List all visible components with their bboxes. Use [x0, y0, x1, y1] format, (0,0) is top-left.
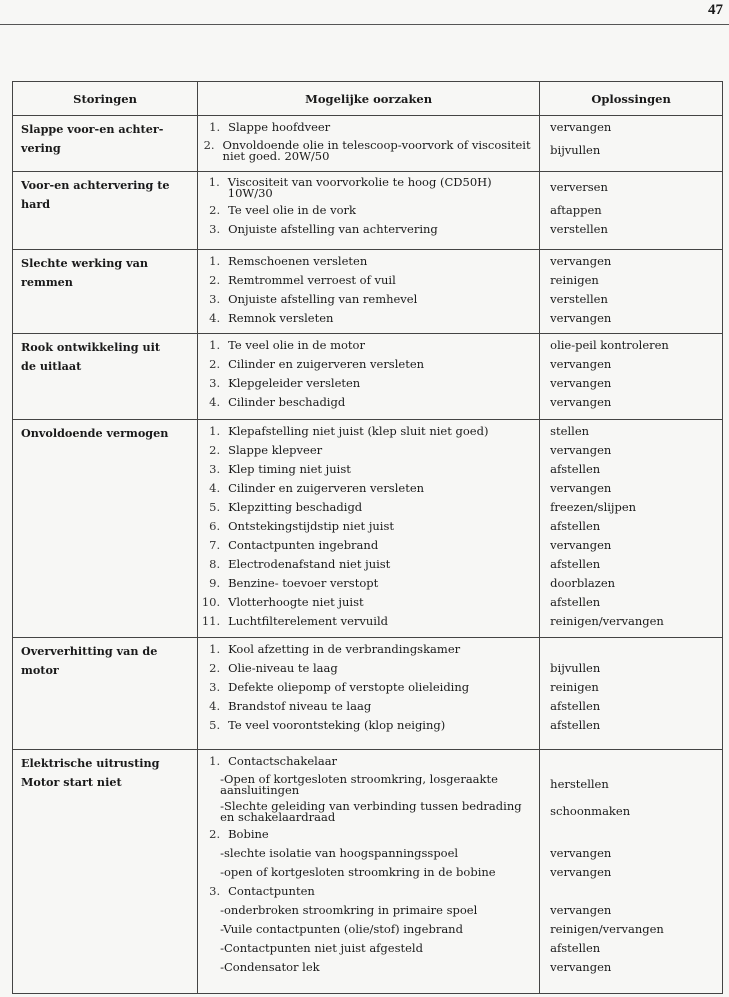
cause-text: Cilinder en zuigerveren versleten: [228, 357, 425, 371]
cause-item: [198, 555, 535, 574]
solution-text: verstellen: [550, 222, 608, 236]
cause-number: 11.: [201, 614, 221, 628]
cause-text: Defekte oliepomp of verstopte olieleiding: [228, 680, 470, 694]
solution-text: afstellen: [550, 699, 601, 713]
solution-cell: [540, 172, 723, 250]
solution-list: [540, 750, 722, 980]
solution-text: vervangen: [550, 481, 612, 495]
cause-number: 1.: [209, 424, 221, 438]
cause-text: Onvoldoende olie in telescoop-voorvork of viscositeit niet goed. 20W/50: [222, 138, 531, 163]
cause-item: [198, 290, 535, 309]
cause-item: [198, 798, 535, 825]
solution-text: freezen/slijpen: [550, 500, 637, 514]
header-solution: Oplossingen: [540, 82, 723, 116]
cause-number: 10.: [201, 595, 221, 609]
cause-item: [198, 336, 535, 355]
cause-text: -Contactpunten niet juist afgesteld: [220, 941, 423, 955]
solution-text: afstellen: [550, 519, 601, 533]
cause-item: [198, 517, 535, 536]
cause-text: Remschoenen versleten: [228, 254, 368, 268]
cause-number: 1.: [209, 754, 221, 768]
solution-text: verversen: [550, 180, 608, 194]
cause-number: 1.: [209, 338, 221, 352]
cause-cell: [198, 250, 540, 334]
cause-number: 4.: [209, 481, 221, 495]
cause-number: 9.: [209, 576, 221, 590]
cause-text: Kool afzetting in de verbrandingskamer: [228, 642, 461, 656]
cause-text: Luchtfilterelement vervuild: [228, 614, 388, 628]
symptom-text: hard: [21, 197, 51, 211]
solution-text: verstellen: [550, 292, 608, 306]
cause-text: Remtrommel verroest of vuil: [228, 273, 396, 287]
cause-item: [198, 939, 535, 958]
solution-text: bijvullen: [550, 661, 601, 675]
cause-item: [198, 752, 535, 771]
solution-list: [540, 250, 722, 331]
cause-text: Onjuiste afstelling van remhevel: [228, 292, 418, 306]
solution-text: [550, 882, 718, 901]
cause-item: [198, 659, 535, 678]
solution-text: vervangen: [550, 846, 612, 860]
solution-text: vervangen: [550, 395, 612, 409]
solution-text: reinigen: [550, 273, 599, 287]
cause-list: [198, 638, 539, 738]
solution-text: stellen: [550, 424, 590, 438]
cause-list: [198, 250, 539, 331]
solution-cell: [540, 334, 723, 420]
symptom-cell: [13, 638, 198, 750]
cause-text: Slappe hoofdveer: [228, 120, 331, 134]
symptom-text: Rook ontwikkeling uit: [21, 340, 161, 354]
cause-cell: [198, 750, 540, 994]
solution-text: vervangen: [550, 903, 612, 917]
cause-text: Klepafstelling niet juist (klep sluit niet goed): [228, 424, 489, 438]
solution-text: vervangen: [550, 865, 612, 879]
symptom-cell: [13, 172, 198, 250]
cause-text: Onjuiste afstelling van achtervering: [228, 222, 438, 236]
cause-number: 1.: [209, 642, 221, 656]
cause-text: Te veel voorontsteking (klop neiging): [228, 718, 446, 732]
cause-number: 4.: [209, 699, 221, 713]
cause-number: 1.: [208, 175, 220, 189]
troubleshooting-table: [12, 81, 723, 994]
cause-item: [198, 716, 535, 735]
solution-text: afstellen: [550, 557, 601, 571]
cause-item: [198, 920, 535, 939]
cause-text: Klepgeleider versleten: [228, 376, 361, 390]
cause-text: Viscositeit van voorvorkolie te hoog (CD50H) 10W/30: [227, 175, 492, 200]
cause-number: 2.: [209, 661, 221, 675]
cause-number: 6.: [209, 519, 221, 533]
solution-cell: [540, 420, 723, 638]
cause-text: Contactpunten ingebrand: [228, 538, 379, 552]
cause-list: [198, 172, 539, 242]
cause-number: 1.: [209, 254, 221, 268]
cause-item: [198, 901, 535, 920]
solution-text: reinigen/vervangen: [550, 614, 664, 628]
cause-text: Olie-niveau te laag: [228, 661, 338, 675]
cause-item: [198, 118, 535, 137]
table-row: [13, 750, 723, 994]
table-row: [13, 250, 723, 334]
cause-item: [198, 678, 535, 697]
cause-text: Slappe klepveer: [228, 443, 323, 457]
cause-item: [198, 174, 535, 201]
cause-text: Vlotterhoogte niet juist: [228, 595, 364, 609]
cause-text: Remnok versleten: [228, 311, 334, 325]
cause-item: [198, 271, 535, 290]
solution-cell: [540, 250, 723, 334]
symptom-cell: [13, 116, 198, 172]
solution-text: herstellen: [550, 777, 609, 791]
cause-list: [198, 116, 539, 167]
solution-text: afstellen: [550, 595, 601, 609]
cause-text: Klep timing niet juist: [228, 462, 351, 476]
cause-cell: [198, 172, 540, 250]
cause-item: [198, 498, 535, 517]
cause-text: Klepzitting beschadigd: [228, 500, 363, 514]
solution-cell: [540, 638, 723, 750]
cause-number: 5.: [209, 718, 221, 732]
cause-text: -slechte isolatie van hoogspanningsspoel: [220, 846, 459, 860]
cause-text: Ontstekingstijdstip niet juist: [228, 519, 394, 533]
cause-text: -Vuile contactpunten (olie/stof) ingebrand: [220, 922, 463, 936]
cause-item: [198, 422, 535, 441]
solution-cell: [540, 750, 723, 994]
solution-text: aftappen: [550, 203, 602, 217]
symptom-text: Voor-en achtervering te: [21, 178, 170, 192]
cause-text: Contactschakelaar: [228, 754, 338, 768]
cause-text: Te veel olie in de vork: [228, 203, 356, 217]
header-symptom: Storingen: [13, 82, 198, 116]
cause-cell: [198, 116, 540, 172]
cause-item: [198, 844, 535, 863]
solution-text: reinigen: [550, 680, 599, 694]
cause-number: 3.: [209, 292, 221, 306]
table-row: [13, 420, 723, 638]
cause-number: 2.: [209, 443, 221, 457]
cause-item: [198, 771, 535, 798]
solution-text: afstellen: [550, 718, 601, 732]
solution-list: [540, 420, 722, 634]
cause-item: [198, 479, 535, 498]
solution-list: [540, 116, 722, 167]
symptom-text: Slappe voor-en achter-: [21, 122, 164, 136]
solution-text: reinigen/vervangen: [550, 922, 664, 936]
cause-cell: [198, 638, 540, 750]
solution-text: schoonmaken: [550, 804, 631, 818]
solution-text: bijvullen: [550, 143, 601, 157]
cause-cell: [198, 334, 540, 420]
cause-text: Contactpunten: [228, 884, 315, 898]
symptom-text: remmen: [21, 275, 73, 289]
cause-text: Brandstof niveau te laag: [228, 699, 372, 713]
solution-list: [540, 172, 722, 242]
cause-item: [198, 460, 535, 479]
cause-item: [198, 137, 535, 164]
cause-list: [198, 334, 539, 415]
table-row: [13, 334, 723, 420]
table-header-row: [13, 82, 723, 116]
symptom-cell: [13, 420, 198, 638]
cause-number: 3.: [209, 680, 221, 694]
solution-cell: [540, 116, 723, 172]
cause-item: [198, 863, 535, 882]
solution-text: vervangen: [550, 376, 612, 390]
table-body: [13, 116, 723, 994]
cause-number: 2.: [203, 138, 215, 152]
cause-text: Cilinder beschadigd: [228, 395, 346, 409]
cause-number: 4.: [209, 395, 221, 409]
cause-item: [198, 374, 535, 393]
cause-number: 3.: [209, 884, 221, 898]
cause-text: -Slechte geleiding van verbinding tussen bedrading en schakelaardraad: [220, 799, 522, 824]
symptom-text: motor: [21, 663, 59, 677]
cause-text: Benzine- toevoer verstopt: [228, 576, 379, 590]
cause-item: [198, 697, 535, 716]
symptom-cell: [13, 334, 198, 420]
cause-item: [198, 882, 535, 901]
solution-text: [550, 640, 718, 659]
cause-text: Cilinder en zuigerveren versleten: [228, 481, 425, 495]
cause-number: 7.: [209, 538, 221, 552]
cause-number: 2.: [209, 357, 221, 371]
solution-text: olie-peil kontroleren: [550, 338, 669, 352]
solution-text: vervangen: [550, 960, 612, 974]
solution-text: doorblazen: [550, 576, 616, 590]
cause-cell: [198, 420, 540, 638]
cause-number: 1.: [209, 120, 221, 134]
solution-text: vervangen: [550, 538, 612, 552]
cause-number: 2.: [209, 203, 221, 217]
solution-text: vervangen: [550, 311, 612, 325]
cause-number: 3.: [209, 222, 221, 236]
symptom-text: Motor start niet: [21, 775, 122, 789]
cause-list: [198, 420, 539, 634]
table-row: [13, 116, 723, 172]
solution-text: vervangen: [550, 120, 612, 134]
cause-item: [198, 309, 535, 328]
table-row: [13, 638, 723, 750]
solution-text: afstellen: [550, 941, 601, 955]
solution-text: vervangen: [550, 254, 612, 268]
cause-item: [198, 536, 535, 555]
cause-item: [198, 220, 535, 239]
symptom-text: Oververhitting van de: [21, 644, 158, 658]
table-row: [13, 172, 723, 250]
cause-text: -Condensator lek: [220, 960, 320, 974]
cause-text: -Open of kortgesloten stroomkring, losgeraakte aansluitingen: [220, 772, 498, 797]
cause-text: -open of kortgesloten stroomkring in de bobine: [220, 865, 496, 879]
symptom-cell: [13, 250, 198, 334]
cause-item: [198, 441, 535, 460]
solution-text: [550, 825, 718, 844]
cause-item: [198, 393, 535, 412]
header-cause: Mogelijke oorzaken: [198, 82, 540, 116]
cause-item: [198, 593, 535, 612]
symptom-text: vering: [21, 141, 61, 155]
solution-list: [540, 638, 722, 738]
symptom-text: de uitlaat: [21, 359, 82, 373]
symptom-text: Onvoldoende vermogen: [21, 426, 169, 440]
symptom-text: Elektrische uitrusting: [21, 756, 160, 770]
solution-text: vervangen: [550, 443, 612, 457]
cause-item: [198, 574, 535, 593]
symptom-text: Slechte werking van: [21, 256, 148, 270]
cause-list: [198, 750, 539, 980]
cause-item: [198, 825, 535, 844]
cause-item: [198, 612, 535, 631]
cause-text: Electrodenafstand niet juist: [228, 557, 391, 571]
cause-item: [198, 958, 535, 977]
cause-number: 2.: [209, 827, 221, 841]
cause-text: -onderbroken stroomkring in primaire spoel: [220, 903, 478, 917]
solution-text: vervangen: [550, 357, 612, 371]
cause-item: [198, 640, 535, 659]
cause-item: [198, 252, 535, 271]
solution-text: afstellen: [550, 462, 601, 476]
cause-number: 4.: [209, 311, 221, 325]
cause-number: 5.: [209, 500, 221, 514]
top-rule: [0, 24, 729, 25]
cause-number: 3.: [209, 462, 221, 476]
cause-item: [198, 201, 535, 220]
cause-number: 8.: [209, 557, 221, 571]
cause-text: Te veel olie in de motor: [228, 338, 365, 352]
solution-list: [540, 334, 722, 415]
cause-text: Bobine: [228, 827, 269, 841]
cause-item: [198, 355, 535, 374]
solution-text: [550, 752, 718, 771]
symptom-cell: [13, 750, 198, 994]
cause-number: 2.: [209, 273, 221, 287]
page-number: 47: [708, 2, 723, 18]
cause-number: 3.: [209, 376, 221, 390]
